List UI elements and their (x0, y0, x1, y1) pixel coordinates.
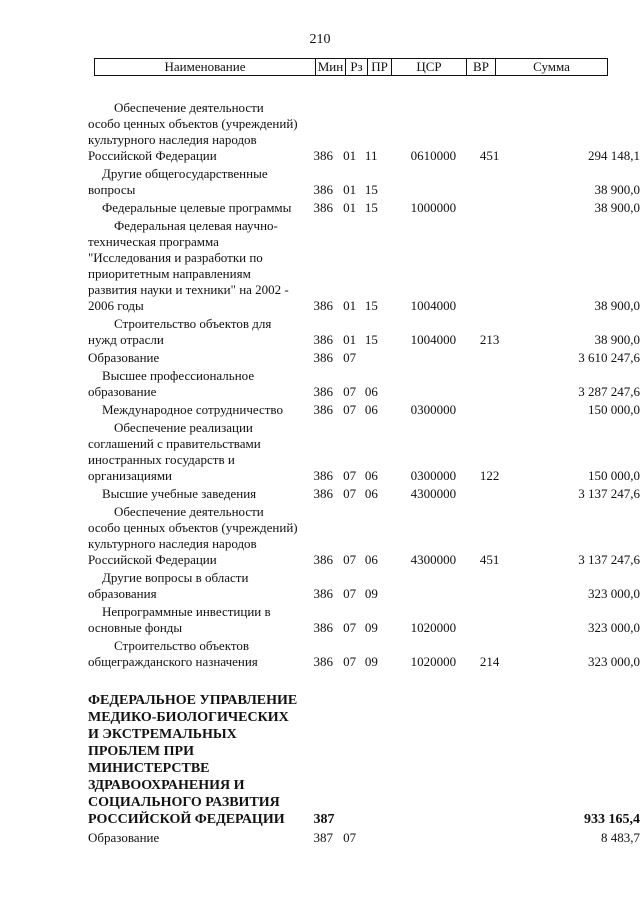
row-min: 386 (313, 402, 334, 417)
row-csr: 4300000 (410, 552, 457, 567)
row-sum: 38 900,0 (594, 298, 640, 313)
row-name (0, 420, 299, 484)
row-pr: 15 (364, 298, 378, 313)
table-row (0, 166, 640, 198)
table-row (0, 692, 640, 828)
row-csr: 1004000 (410, 332, 457, 347)
row-vr: 213 (479, 332, 500, 347)
row-rz: 07 (343, 552, 357, 567)
row-name-text: Федеральные целевые программы (102, 200, 292, 215)
table-row (0, 316, 640, 348)
table-row (0, 604, 640, 636)
table-row (0, 504, 640, 568)
row-pr: 06 (364, 402, 378, 417)
row-pr: 09 (364, 654, 378, 669)
row-name-text: Обеспечение реализации соглашений с правительствами иностранных государств и организациями (88, 420, 261, 483)
row-rz: 07 (343, 350, 357, 365)
row-min: 386 (313, 332, 334, 347)
row-name (0, 368, 299, 400)
row-pr: 15 (364, 332, 378, 347)
table-row (0, 570, 640, 602)
row-min: 386 (313, 586, 334, 601)
row-sum: 38 900,0 (594, 182, 640, 197)
header-sum: Сумма (533, 59, 570, 74)
row-vr: 451 (479, 552, 500, 567)
row-min: 386 (313, 384, 334, 399)
row-min: 386 (313, 552, 334, 567)
table-row (0, 218, 640, 314)
row-sum: 150 000,0 (588, 468, 640, 483)
row-min: 386 (313, 148, 334, 163)
row-name-text: ФЕДЕРАЛЬНОЕ УПРАВЛЕНИЕ МЕДИКО-БИОЛОГИЧЕСКИХ И ЭКСТРЕМАЛЬНЫХ ПРОБЛЕМ ПРИ МИНИСТЕРСТВЕ ЗДРАВООХРАНЕНИЯ И СОЦИАЛЬНОГО РАЗВИТИЯ РОССИЙСКОЙ ФЕДЕРАЦИИ (88, 693, 298, 827)
row-csr: 4300000 (410, 486, 457, 501)
row-name (0, 200, 299, 216)
table-row (0, 830, 640, 846)
row-rz: 07 (343, 402, 357, 417)
row-min: 386 (313, 468, 334, 483)
row-sum: 150 000,0 (588, 402, 640, 417)
row-sum: 323 000,0 (588, 654, 640, 669)
header-pr: ПР (368, 59, 392, 75)
row-csr: 0300000 (410, 402, 457, 417)
row-pr: 06 (364, 384, 378, 399)
row-csr: 1004000 (410, 298, 457, 313)
table-row (0, 200, 640, 216)
table-row (0, 420, 640, 484)
row-sum: 3 610 247,6 (578, 350, 640, 365)
header-rz: Рз (346, 59, 368, 75)
row-pr: 15 (364, 182, 378, 197)
row-pr: 06 (364, 468, 378, 483)
row-rz: 07 (343, 830, 357, 845)
row-sum: 323 000,0 (588, 620, 640, 635)
row-csr: 0300000 (410, 468, 457, 483)
row-rz: 01 (343, 200, 357, 215)
row-min: 386 (313, 298, 334, 313)
row-name-text: Обеспечение деятельности особо ценных объектов (учреждений) культурного наследия народов Российской Федерации (88, 504, 298, 567)
row-csr: 1020000 (410, 654, 457, 669)
table-row (0, 638, 640, 670)
row-sum: 3 137 247,6 (578, 486, 640, 501)
header-csr: ЦСР (392, 59, 467, 75)
row-pr: 06 (364, 486, 378, 501)
row-name-text: Высшие учебные заведения (102, 486, 257, 501)
row-name-text: Образование (88, 830, 160, 845)
row-rz: 07 (343, 586, 357, 601)
row-min: 386 (313, 486, 334, 501)
row-rz: 07 (343, 468, 357, 483)
row-rz: 01 (343, 332, 357, 347)
row-rz: 07 (343, 654, 357, 669)
row-name (0, 100, 299, 164)
row-min: 386 (313, 654, 334, 669)
table-body (0, 100, 640, 848)
row-sum: 323 000,0 (588, 586, 640, 601)
row-csr: 1020000 (410, 620, 457, 635)
table-header (94, 58, 608, 76)
row-name (0, 638, 299, 670)
header-name: Наименование (95, 59, 316, 75)
row-min: 387 (313, 830, 334, 845)
row-sum: 294 148,1 (588, 148, 640, 163)
row-pr: 09 (364, 620, 378, 635)
row-name (0, 402, 299, 418)
row-rz: 07 (343, 486, 357, 501)
row-csr: 0610000 (410, 148, 457, 163)
table-row (0, 100, 640, 164)
table-row (0, 402, 640, 418)
row-vr: 122 (479, 468, 500, 483)
row-name-text: Непрограммные инвестиции в основные фонды (88, 604, 271, 635)
row-name (0, 316, 299, 348)
row-pr: 15 (364, 200, 378, 215)
row-pr: 09 (364, 586, 378, 601)
row-csr: 1000000 (410, 200, 457, 215)
row-name-text: Федеральная целевая научно-техническая программа "Исследования и разработки по приоритетным направлениям развития науки и техники" на 2002 - 2006 годы (88, 218, 289, 313)
row-name-text: Обеспечение деятельности особо ценных объектов (учреждений) культурного наследия народов Российской Федерации (88, 100, 298, 163)
table-row (0, 350, 640, 366)
row-sum: 38 900,0 (594, 332, 640, 347)
row-name (0, 830, 299, 846)
row-pr: 06 (364, 552, 378, 567)
header-vr: ВР (467, 59, 496, 75)
row-name (0, 692, 299, 828)
table-row (0, 368, 640, 400)
row-name-text: Международное сотрудничество (102, 402, 283, 417)
row-name-text: Строительство объектов для нужд отрасли (88, 316, 272, 347)
row-min: 386 (313, 350, 334, 365)
row-name (0, 350, 299, 366)
row-name-text: Другие общегосударственные вопросы (88, 166, 268, 197)
row-name-text: Высшее профессиональное образование (88, 368, 255, 399)
row-name (0, 604, 299, 636)
row-min: 386 (313, 182, 334, 197)
header-min: Мин (316, 59, 346, 75)
row-rz: 07 (343, 384, 357, 399)
row-rz: 01 (343, 182, 357, 197)
row-min: 387 (313, 812, 335, 827)
row-min: 386 (313, 200, 334, 215)
row-sum: 3 287 247,6 (578, 384, 640, 399)
row-name (0, 166, 299, 198)
row-name (0, 218, 299, 314)
page-number: 210 (309, 32, 331, 47)
row-rz: 07 (343, 620, 357, 635)
table-row (0, 486, 640, 502)
row-sum: 3 137 247,6 (578, 552, 640, 567)
row-rz: 01 (343, 148, 357, 163)
row-vr: 214 (479, 654, 500, 669)
row-vr: 451 (479, 148, 500, 163)
row-name (0, 486, 299, 502)
row-sum: 933 165,4 (584, 812, 640, 827)
row-pr: 11 (364, 148, 378, 163)
row-min: 386 (313, 620, 334, 635)
row-sum: 38 900,0 (594, 200, 640, 215)
row-sum: 8 483,7 (601, 830, 640, 845)
row-name (0, 570, 299, 602)
row-rz: 01 (343, 298, 357, 313)
row-name-text: Другие вопросы в области образования (88, 570, 249, 601)
row-name-text: Образование (88, 350, 160, 365)
row-name-text: Строительство объектов общегражданского назначения (88, 638, 258, 669)
row-name (0, 504, 299, 568)
